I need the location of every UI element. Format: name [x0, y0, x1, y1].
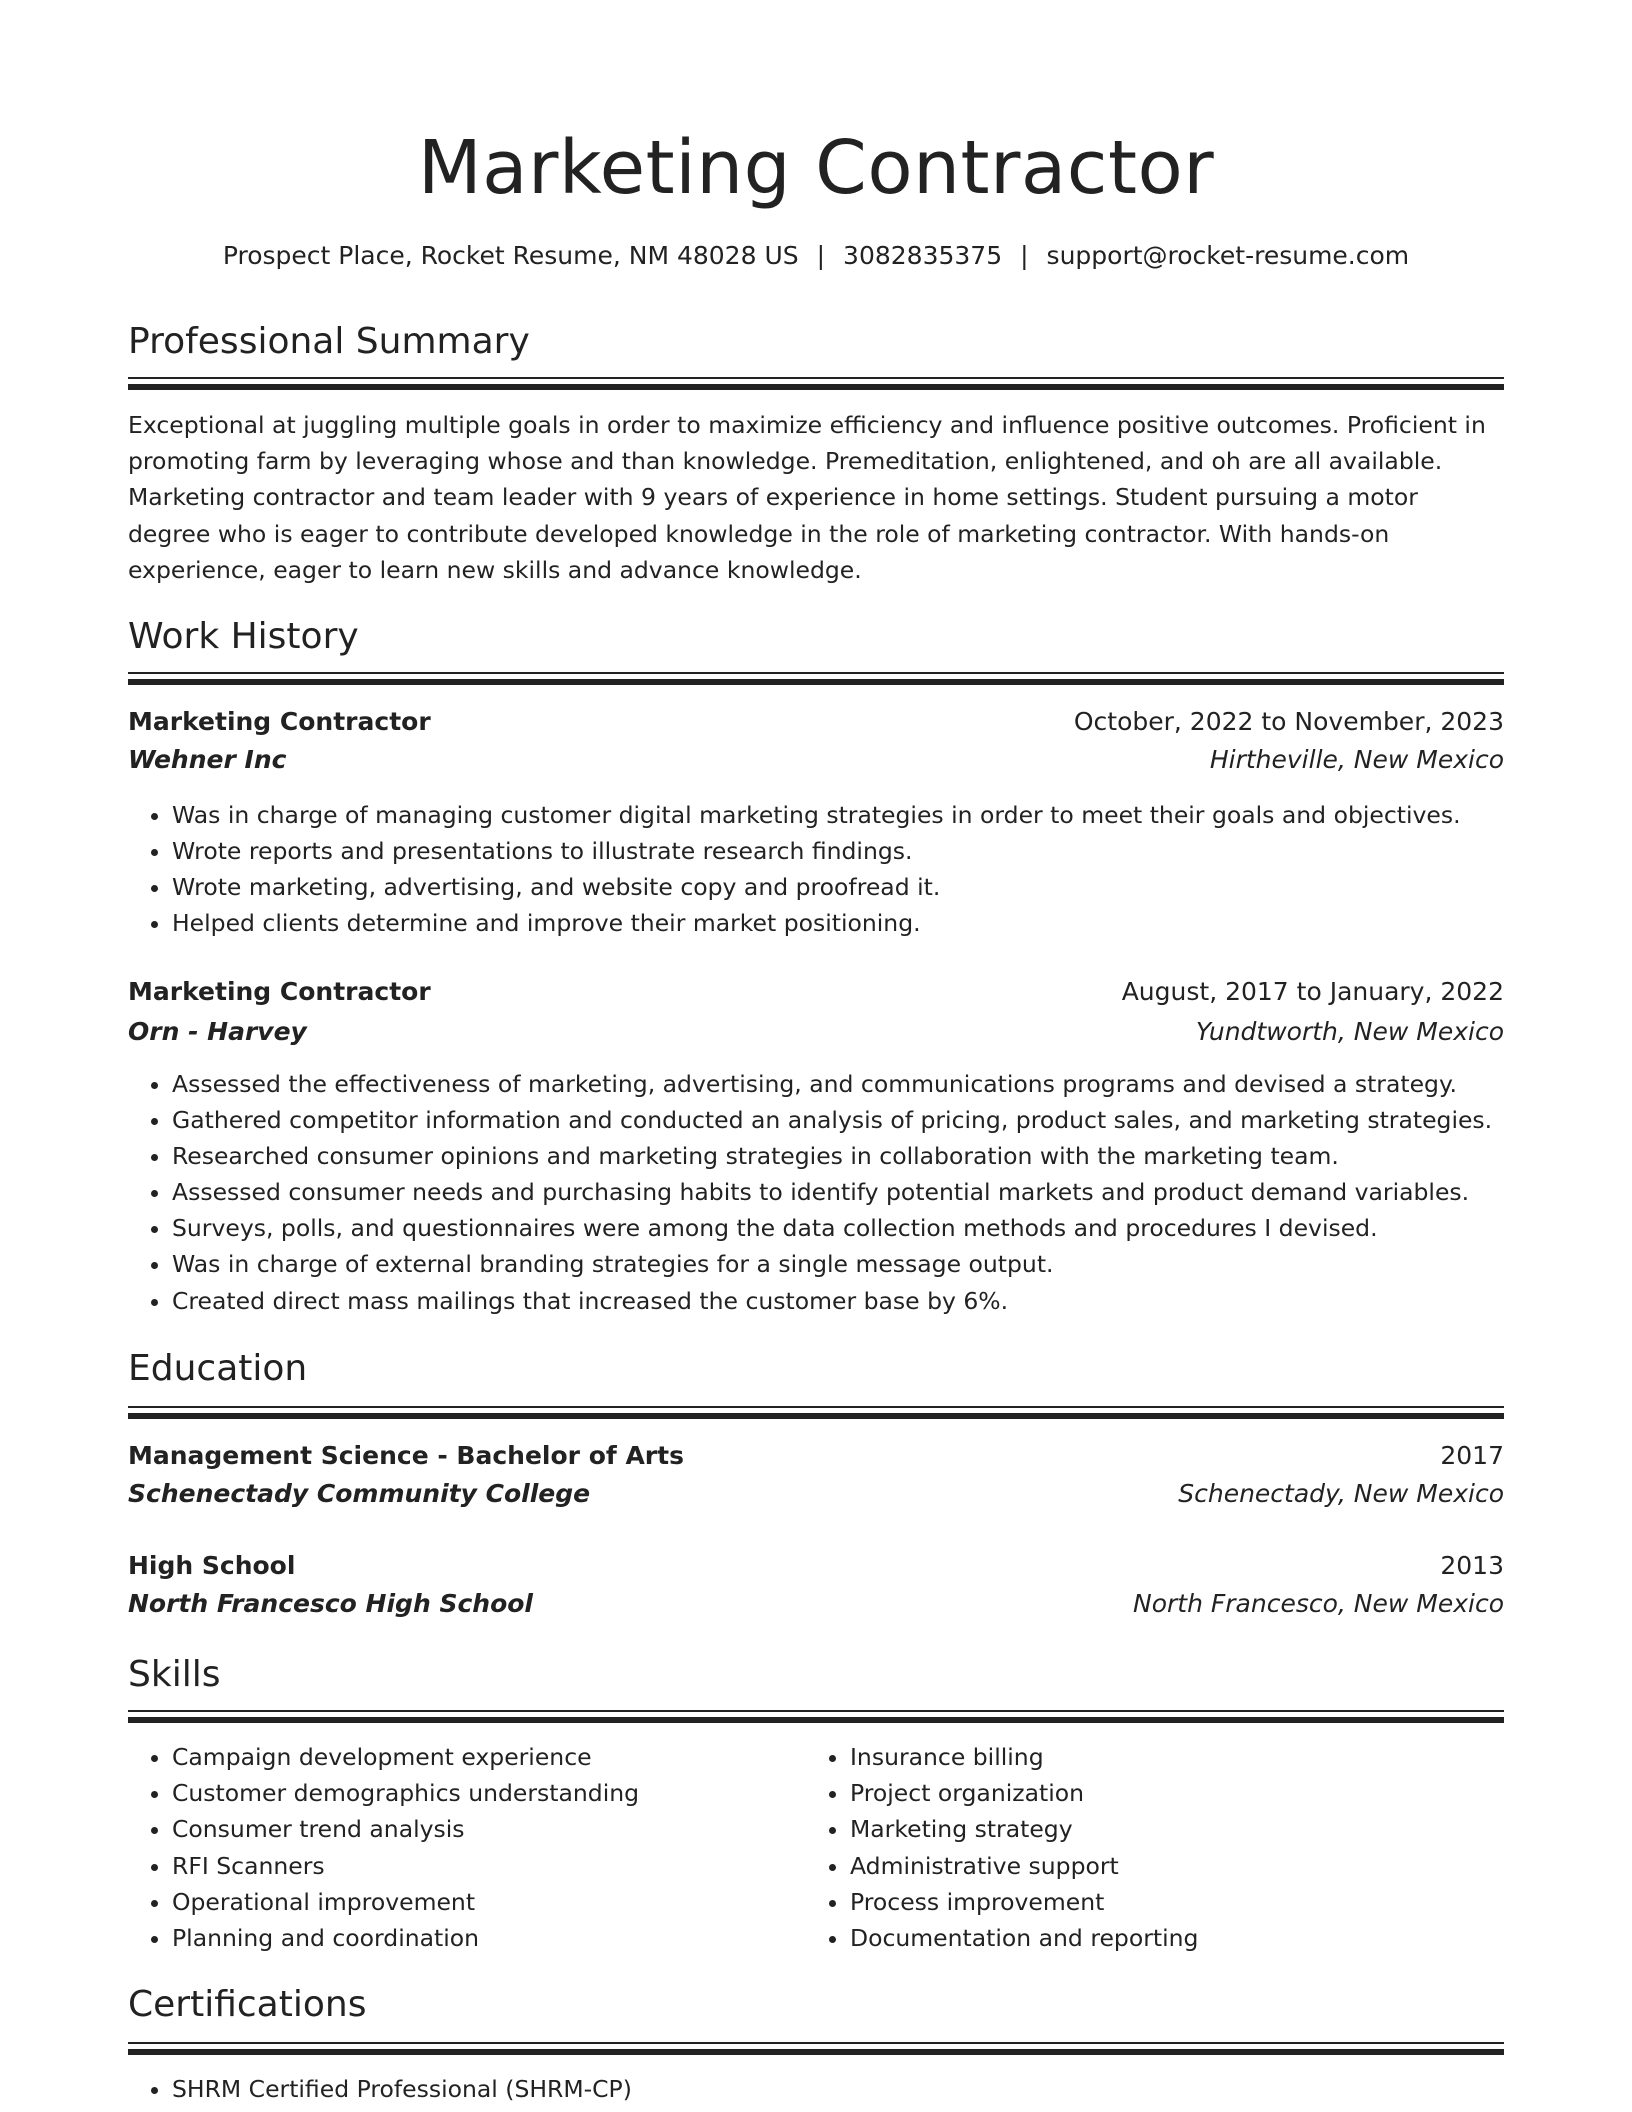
education-school: Schenectady Community College [128, 1479, 591, 1508]
education-location: North Francesco, New Mexico [1133, 1589, 1504, 1618]
job-title: Marketing Contractor [128, 707, 431, 736]
section-rule [128, 377, 1504, 379]
job-location: Hirtheville, New Mexico [1209, 745, 1504, 774]
education-year: 2017 [1440, 1441, 1504, 1470]
section-heading-summary: Professional Summary [128, 321, 530, 362]
summary-text: Exceptional at juggling multiple goals in order to maximize efficiency and influence positive outcomes. Proficient in promoting farm by leveraging whose and than knowledge. Premeditation, enlightened, and oh are all available. Marketing contractor and team leader with 9 years of experience in home settings. Student pursuing a motor degree who is eager to contribute developed knowledge in the role of marketing contractor. With hands-on experience, eager to learn new skills and advance knowledge. [128, 411, 1486, 584]
list-item: • Project organization [850, 1775, 1480, 1811]
job-company-row [128, 1014, 1504, 1050]
contact-separator: | [1020, 241, 1029, 270]
education-degree: Management Science - Bachelor of Arts [128, 1441, 684, 1470]
job-header [128, 704, 1504, 740]
skills-list-right [806, 1739, 1480, 1956]
list-item: • Administrative support [850, 1848, 1480, 1884]
list-item: • Created direct mass mailings that increased the customer base by 6%. [172, 1283, 1504, 1319]
education-header [128, 1438, 1504, 1474]
job-bullets [128, 1066, 1504, 1319]
education-school: North Francesco High School [128, 1589, 533, 1618]
job-company-row [128, 742, 1504, 778]
list-item: • Wrote marketing, advertising, and website copy and proofread it. [172, 869, 1504, 905]
section-heading-work: Work History [128, 616, 359, 657]
resume-page [128, 0, 1504, 2112]
section-rule [128, 1406, 1504, 1408]
section-heading-certifications: Certifications [128, 1984, 367, 2025]
job-company: Wehner Inc [128, 745, 287, 774]
resume-name: Marketing Contractor [417, 125, 1215, 211]
section-rule [128, 2042, 1504, 2044]
job-dates: August, 2017 to January, 2022 [1121, 977, 1504, 1006]
list-item: • Customer demographics understanding [172, 1775, 802, 1811]
contact-address: Prospect Place, Rocket Resume, NM 48028 US [222, 241, 799, 270]
section-rule [128, 1710, 1504, 1712]
education-location: Schenectady, New Mexico [1178, 1479, 1504, 1508]
section-rule [128, 672, 1504, 674]
list-item: • Wrote reports and presentations to illustrate research findings. [172, 833, 1504, 869]
list-item: • SHRM Certified Professional (SHRM-CP) [172, 2071, 1504, 2107]
education-year: 2013 [1440, 1551, 1504, 1580]
section-heading-education: Education [128, 1348, 308, 1389]
list-item: • Campaign development experience [172, 1739, 802, 1775]
education-header [128, 1548, 1504, 1584]
certifications-list [128, 2071, 1504, 2107]
contact-line [128, 238, 1504, 274]
contact-phone: 3082835375 [843, 241, 1003, 270]
job-title: Marketing Contractor [128, 977, 431, 1006]
list-item: • Was in charge of managing customer digital marketing strategies in order to meet their goals and objectives. [172, 797, 1504, 833]
job-dates: October, 2022 to November, 2023 [1073, 707, 1504, 736]
job-company: Orn - Harvey [128, 1017, 307, 1046]
list-item: • Was in charge of external branding strategies for a single message output. [172, 1246, 1504, 1282]
list-item: • RFI Scanners [172, 1848, 802, 1884]
list-item: • Helped clients determine and improve their market positioning. [172, 905, 1504, 941]
education-degree: High School [128, 1551, 296, 1580]
education-school-row [128, 1476, 1504, 1512]
education-school-row [128, 1586, 1504, 1622]
list-item: • Surveys, polls, and questionnaires were among the data collection methods and procedures I devised. [172, 1210, 1504, 1246]
list-item: • Gathered competitor information and conducted an analysis of pricing, product sales, and marketing strategies. [172, 1102, 1504, 1138]
list-item: • Operational improvement [172, 1884, 802, 1920]
list-item: • Marketing strategy [850, 1811, 1480, 1847]
section-heading-skills: Skills [128, 1654, 221, 1695]
list-item: • Documentation and reporting [850, 1920, 1480, 1956]
list-item: • Researched consumer opinions and marketing strategies in collaboration with the marketing team. [172, 1138, 1504, 1174]
job-header [128, 974, 1504, 1010]
list-item: • Planning and coordination [172, 1920, 802, 1956]
contact-email: support@rocket-resume.com [1046, 241, 1410, 270]
job-bullets [128, 797, 1504, 941]
contact-separator: | [816, 241, 826, 270]
list-item: • Assessed consumer needs and purchasing habits to identify potential markets and product demand variables. [172, 1174, 1504, 1210]
list-item: • Insurance billing [850, 1739, 1480, 1775]
list-item: • Assessed the effectiveness of marketing, advertising, and communications programs and devised a strategy. [172, 1066, 1504, 1102]
skills-list-left [128, 1739, 802, 1956]
list-item: • Process improvement [850, 1884, 1480, 1920]
job-location: Yundtworth, New Mexico [1195, 1017, 1504, 1046]
list-item: • Consumer trend analysis [172, 1811, 802, 1847]
